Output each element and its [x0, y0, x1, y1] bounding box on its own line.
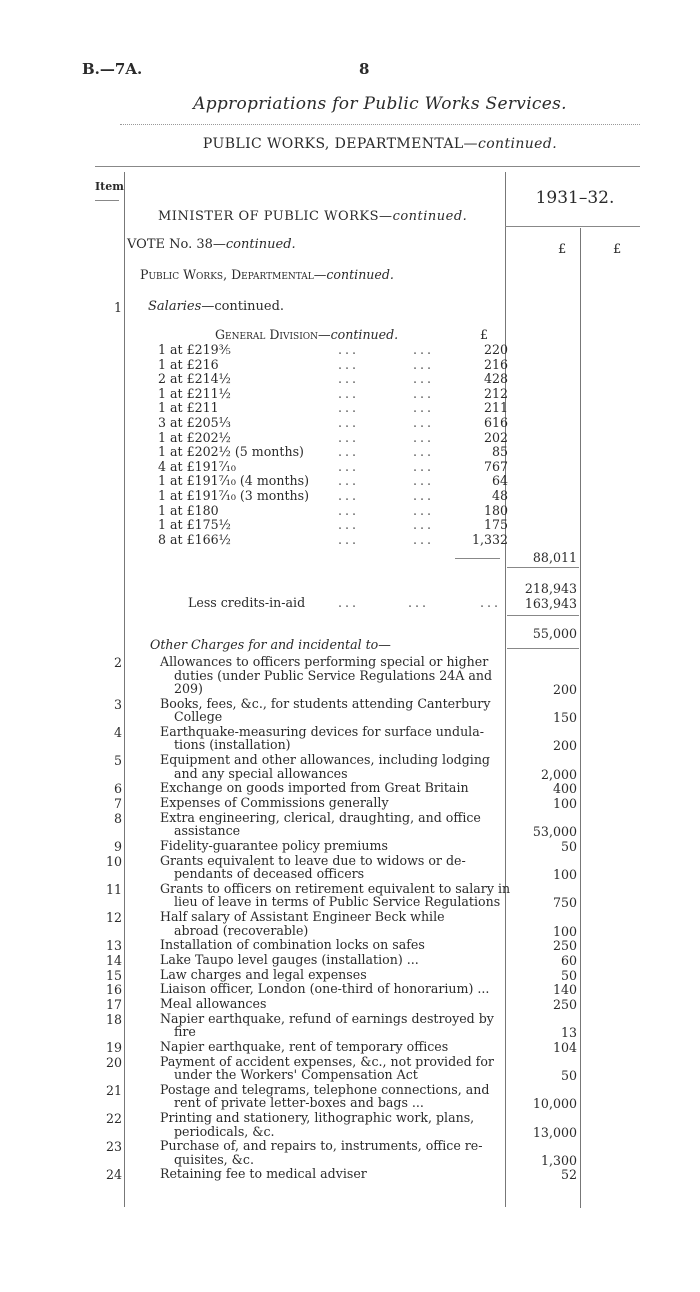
- dot-leader: ...: [413, 400, 435, 416]
- less-credits-text: Less credits-in-aid: [188, 595, 306, 610]
- charge-description-line: under the Workers' Compensation Act: [174, 1067, 418, 1083]
- vote-heading-main: VOTE No. 38—: [127, 237, 226, 252]
- table-top-rule: [95, 166, 640, 167]
- charge-description-line: Napier earthquake, refund of earnings destroyed by: [160, 1010, 494, 1026]
- charge-description: [160, 655, 502, 696]
- charge-description-line: and any special allowances: [174, 765, 348, 781]
- item-number: 22: [105, 1111, 122, 1126]
- less-credits-leader: ...: [338, 595, 360, 610]
- item-number: 15: [105, 967, 122, 983]
- salary-row-label: 1 at £175½: [158, 517, 231, 533]
- salary-row-value: 428: [483, 371, 508, 387]
- charge-amount: 750: [552, 895, 577, 911]
- general-division-main: General Division—: [215, 327, 331, 342]
- charge-description-line: lieu of leave in terms of Public Service Regulations: [174, 894, 501, 910]
- charge-description-line: assistance: [174, 823, 241, 839]
- salary-row-value: 211: [483, 400, 508, 416]
- dot-leader: ...: [413, 342, 435, 357]
- document-reference: B.—7A.: [82, 60, 143, 78]
- dot-leader: ...: [413, 517, 435, 533]
- item-number: 4: [113, 724, 122, 740]
- charge-description-line: Payment of accident expenses, &c., not provided for: [160, 1053, 494, 1069]
- charge-amount: 10,000: [532, 1096, 577, 1112]
- item-number: 20: [105, 1054, 122, 1070]
- salary-row: [158, 343, 508, 357]
- charge-description-line: Expenses of Commissions generally: [160, 795, 389, 810]
- charge-description: [160, 753, 502, 780]
- net-total-rule: [507, 615, 579, 616]
- charge-amount: 13,000: [532, 1124, 577, 1140]
- subtitle-continued: continued.: [477, 136, 558, 152]
- item-number: 6: [113, 781, 122, 797]
- charge-description-line: Postage and telegrams, telephone connections, and: [160, 1081, 490, 1097]
- item-number: 18: [105, 1011, 122, 1027]
- less-credits-label: [188, 596, 305, 610]
- general-division-pound: £: [480, 327, 489, 342]
- charge-description: [160, 1167, 502, 1181]
- salary-row-label: 1 at £202½ (5 months): [158, 444, 304, 460]
- salary-row: [158, 533, 508, 547]
- dot-leader: ...: [413, 371, 435, 387]
- charge-description: [160, 811, 502, 838]
- charge-description-line: Liaison officer, London (one-third of honorarium) ...: [160, 981, 490, 997]
- charge-description: [160, 1111, 502, 1138]
- dot-leader: ...: [413, 385, 435, 401]
- charge-description-line: abroad (recoverable): [174, 922, 309, 938]
- dot-leader: ...: [338, 517, 360, 533]
- subtotal-rule: [507, 567, 579, 568]
- charge-amount: 50: [560, 1068, 577, 1084]
- dot-leader: ...: [413, 473, 435, 489]
- dot-leader: ...: [413, 429, 435, 445]
- charge-description-line: College: [174, 709, 223, 725]
- salary-row: [158, 474, 508, 488]
- charge-amount: 250: [552, 997, 577, 1012]
- charge-description-line: Law charges and legal expenses: [160, 966, 367, 982]
- salary-row-value: 175: [483, 517, 508, 533]
- dot-leader: ...: [338, 415, 360, 430]
- charge-description: [160, 938, 502, 952]
- charge-description: [160, 968, 502, 982]
- page-number: 8: [359, 60, 370, 78]
- dot-leader: ...: [338, 371, 360, 387]
- charge-description-line: duties (under Public Service Regulations 24A and: [174, 667, 493, 683]
- charge-description-line: Retaining fee to medical adviser: [160, 1166, 367, 1182]
- dot-leader: ...: [338, 342, 360, 357]
- charge-description: [160, 725, 502, 752]
- salary-row: [158, 372, 508, 386]
- charge-amount: 100: [552, 923, 577, 939]
- charge-amount: 13: [560, 1025, 577, 1041]
- charge-description: [160, 982, 502, 996]
- charge-description-line: quisites, &c.: [174, 1151, 254, 1167]
- charge-description-line: Allowances to officers performing special or higher: [160, 654, 489, 669]
- item-number: 11: [105, 881, 122, 897]
- charge-description-line: Books, fees, &c., for students attending Canterbury: [160, 695, 491, 711]
- salary-row-label: 8 at £166½: [158, 531, 231, 547]
- dot-leader: ...: [338, 473, 360, 489]
- salaries-continued: —continued.: [201, 299, 285, 314]
- dot-leader: ...: [338, 458, 360, 474]
- charge-description-line: periodicals, &c.: [174, 1123, 275, 1139]
- salary-row-value: 48: [491, 488, 508, 503]
- item-number: 24: [105, 1167, 122, 1183]
- vote-heading: [127, 238, 296, 252]
- pwd-heading-main: Public Works, Departmental—: [140, 267, 327, 282]
- minister-heading-continued: continued.: [392, 209, 468, 224]
- charge-description: [160, 1083, 502, 1110]
- item-number: 7: [113, 796, 122, 811]
- charge-description-line: Grants to officers on retirement equivalent to salary in: [160, 880, 511, 896]
- charge-description-line: Printing and stationery, lithographic work, plans,: [160, 1110, 475, 1125]
- charge-description: [160, 854, 502, 881]
- net-total: 55,000: [532, 626, 577, 641]
- salary-row-value: 64: [491, 473, 508, 489]
- salary-row-label: 1 at £219⅗: [158, 342, 231, 357]
- dot-leader: ...: [413, 531, 435, 547]
- dot-leader: ...: [338, 429, 360, 445]
- charge-description-line: Extra engineering, clerical, draughting, and office: [160, 809, 481, 825]
- dot-leader: ...: [413, 415, 435, 430]
- pound-header-1: £: [558, 242, 567, 257]
- charge-description-line: Exchange on goods imported from Great Britain: [160, 780, 469, 796]
- pound-header-2: £: [613, 242, 622, 257]
- other-charges-heading: Other Charges for and incidental to—: [150, 637, 391, 652]
- salary-row: [158, 504, 508, 518]
- charge-amount: 150: [552, 710, 577, 726]
- general-division-heading: [215, 328, 398, 342]
- charge-description-line: Half salary of Assistant Engineer Beck while: [160, 909, 445, 924]
- charge-amount: 250: [552, 938, 577, 954]
- charge-description-line: Installation of combination locks on safes: [160, 937, 425, 953]
- salary-row: [158, 489, 508, 503]
- charge-description: [160, 880, 511, 910]
- item-number: 12: [105, 910, 122, 925]
- subtitle-main: PUBLIC WORKS, DEPARTMENTAL—: [202, 136, 478, 152]
- charge-description-line: 209): [174, 681, 203, 696]
- salary-row-label: 1 at £191⁷⁄₁₀ (4 months): [158, 473, 310, 489]
- dot-leader: ...: [413, 444, 435, 460]
- charge-description: [160, 953, 502, 967]
- item-column-header: Item: [95, 180, 124, 193]
- less-credits-value: 163,943: [524, 596, 577, 611]
- charge-description: [160, 781, 502, 795]
- salaries-heading: [148, 300, 284, 314]
- charge-description-line: Earthquake-measuring devices for surface undula-: [160, 723, 484, 739]
- item-number: 2: [113, 655, 122, 670]
- charge-description: [160, 910, 502, 937]
- salary-row-value: 767: [483, 458, 508, 474]
- charge-description-line: Equipment and other allowances, including lodging: [160, 752, 490, 768]
- salary-row-value: 1,332: [471, 531, 508, 547]
- item-number: 21: [105, 1082, 122, 1098]
- title-rule: [120, 124, 640, 125]
- charge-amount: 60: [560, 952, 577, 968]
- dot-leader: ...: [338, 400, 360, 416]
- charge-amount: 140: [552, 982, 577, 998]
- dot-leader: ...: [413, 458, 435, 474]
- item-number: 23: [105, 1139, 122, 1155]
- salary-row-label: 1 at £211½: [158, 385, 231, 401]
- charge-amount: 100: [552, 796, 577, 811]
- charge-description-line: pendants of deceased officers: [174, 866, 365, 882]
- charge-amount: 2,000: [540, 766, 577, 782]
- year-header-rule: [505, 226, 640, 227]
- salary-row-value: 212: [483, 385, 508, 401]
- charge-description-line: fire: [174, 1024, 196, 1040]
- salary-row: [158, 518, 508, 532]
- salary-row: [158, 445, 508, 459]
- salary-row-value: 616: [483, 415, 508, 430]
- item-number: 8: [113, 810, 122, 826]
- charge-description-line: Purchase of, and repairs to, instruments, office re-: [160, 1138, 483, 1154]
- dot-leader: ...: [338, 502, 360, 518]
- charge-description-line: Napier earthquake, rent of temporary offices: [160, 1038, 449, 1054]
- salary-row: [158, 358, 508, 372]
- salary-row: [158, 431, 508, 445]
- dot-leader: ...: [338, 488, 360, 503]
- gross-total: 218,943: [524, 581, 577, 596]
- less-credits-leader-3: ...: [480, 595, 502, 610]
- item-number: 3: [113, 696, 122, 712]
- item-number: 19: [105, 1039, 122, 1055]
- item-number-1: 1: [113, 300, 122, 315]
- dot-leader: ...: [338, 444, 360, 460]
- charge-amount: 53,000: [532, 824, 577, 840]
- salary-row-label: 1 at £180: [158, 502, 219, 518]
- charge-amount: 52: [560, 1167, 577, 1183]
- salaries-label: Salaries: [148, 299, 202, 314]
- charge-amount: 100: [552, 867, 577, 883]
- charge-description: [160, 997, 502, 1011]
- charge-description-line: Lake Taupo level gauges (installation) ...: [160, 951, 419, 967]
- charge-description: [160, 1040, 502, 1054]
- charge-amount: 104: [552, 1039, 577, 1055]
- item-number: 9: [113, 838, 122, 854]
- charge-amount: 200: [552, 682, 577, 697]
- charge-description-line: rent of private letter-boxes and bags ...: [174, 1095, 424, 1111]
- amount-split-rule: [580, 228, 581, 1208]
- salary-subtotal-rule: [455, 558, 500, 559]
- item-number: 14: [105, 952, 122, 968]
- salary-row-value: 85: [491, 444, 508, 460]
- charge-description: [160, 1139, 502, 1166]
- dot-leader: ...: [413, 356, 435, 372]
- net-total-underline: [507, 648, 579, 649]
- salary-row-label: 1 at £211: [158, 400, 219, 416]
- charge-description: [160, 1012, 502, 1039]
- charge-description: [160, 1055, 502, 1082]
- salary-row: [158, 416, 508, 430]
- charge-amount: 1,300: [540, 1152, 577, 1168]
- pwd-heading-continued: continued.: [326, 267, 394, 282]
- item-number: 5: [113, 753, 122, 769]
- item-number: 17: [105, 997, 122, 1012]
- charge-description-line: Fidelity-guarantee policy premiums: [160, 837, 388, 853]
- dot-leader: ...: [338, 531, 360, 547]
- charge-description: [160, 697, 502, 724]
- salary-row-value: 220: [483, 342, 508, 357]
- year-column-header: 1931–32.: [535, 188, 615, 208]
- salary-subtotal: 88,011: [532, 550, 577, 565]
- charge-amount: 200: [552, 738, 577, 754]
- salary-row: [158, 401, 508, 415]
- salary-row-label: 1 at £216: [158, 356, 219, 372]
- charge-description: [160, 796, 502, 810]
- salary-row-label: 1 at £191⁷⁄₁₀ (3 months): [158, 488, 310, 503]
- minister-heading-main: MINISTER OF PUBLIC WORKS—: [158, 209, 393, 224]
- salary-row-label: 1 at £202½: [158, 429, 231, 445]
- charge-amount: 50: [560, 838, 577, 854]
- salary-row: [158, 460, 508, 474]
- charge-description: [160, 839, 502, 853]
- salary-row: [158, 387, 508, 401]
- charge-amount: 400: [552, 781, 577, 797]
- salary-row-label: 2 at £214½: [158, 371, 231, 387]
- salary-row-label: 3 at £205⅓: [158, 415, 231, 430]
- item-header-underline: [95, 200, 119, 201]
- dot-leader: ...: [413, 502, 435, 518]
- item-number: 13: [105, 938, 122, 954]
- item-column-rule: [124, 172, 125, 1207]
- dot-leader: ...: [413, 488, 435, 503]
- charge-amount: 50: [560, 967, 577, 983]
- salary-row-value: 180: [483, 502, 508, 518]
- page-subtitle: [0, 136, 700, 152]
- item-number: 16: [105, 982, 122, 998]
- page-title: Appropriations for Public Works Services.: [193, 94, 567, 114]
- salary-row-value: 216: [483, 356, 508, 372]
- item-number: 10: [105, 853, 122, 869]
- dot-leader: ...: [338, 385, 360, 401]
- charge-description-line: tions (installation): [174, 737, 291, 753]
- charge-description-line: Grants equivalent to leave due to widows or de-: [160, 852, 466, 868]
- charge-description-line: Meal allowances: [160, 996, 267, 1011]
- salary-row-value: 202: [483, 429, 508, 445]
- salary-row-label: 4 at £191⁷⁄₁₀: [158, 458, 236, 474]
- vote-heading-continued: continued.: [225, 237, 296, 252]
- pwd-heading: [140, 268, 394, 282]
- less-credits-leader-2: ...: [408, 595, 430, 610]
- general-division-continued: continued.: [330, 327, 399, 342]
- minister-heading: [158, 210, 467, 224]
- dot-leader: ...: [338, 356, 360, 372]
